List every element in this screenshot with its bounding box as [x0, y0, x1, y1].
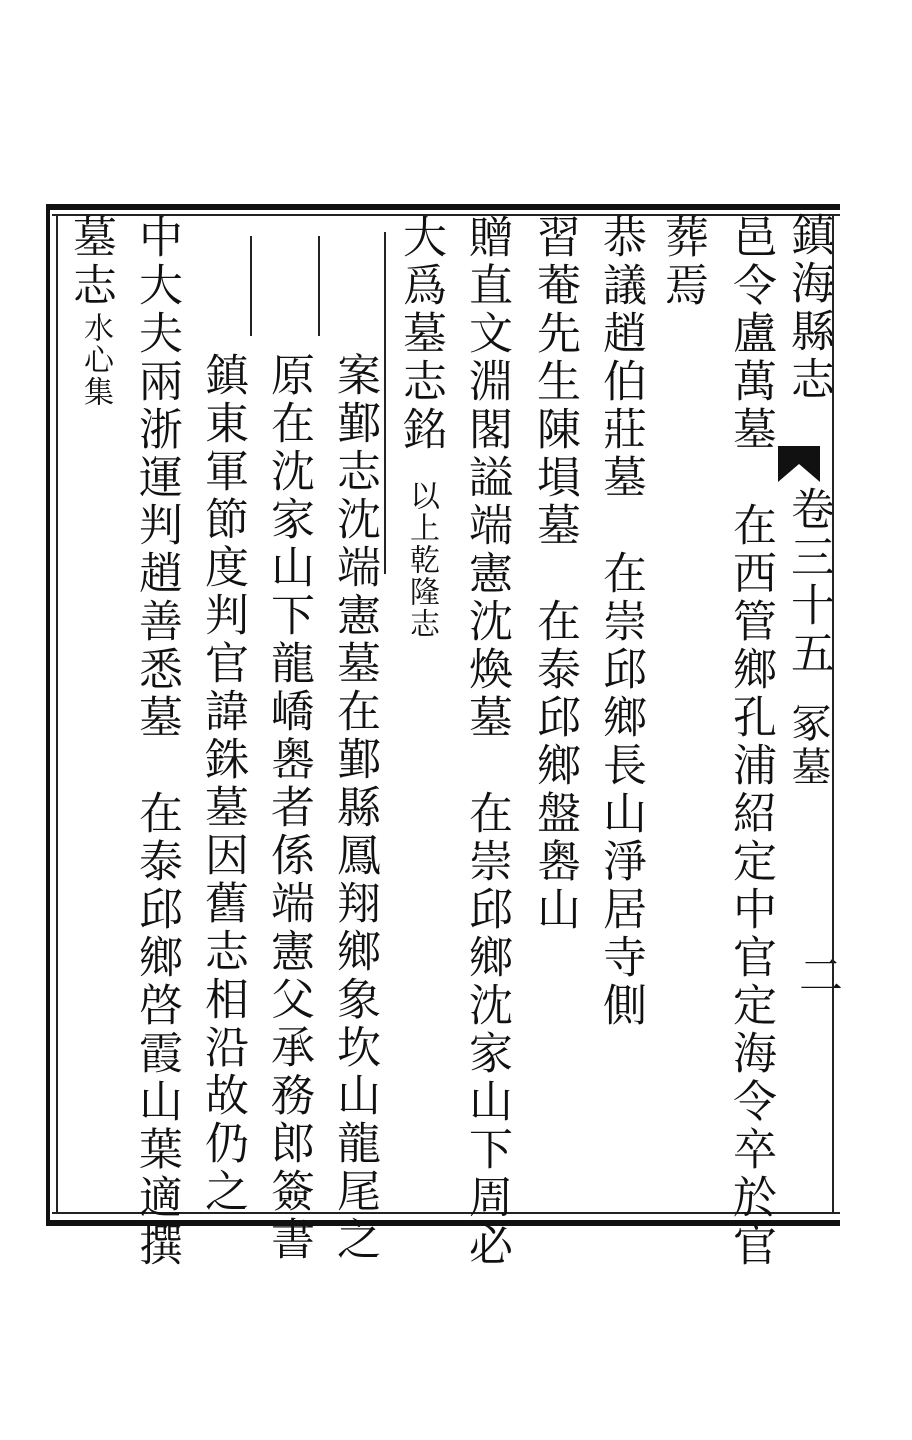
- column-rule-1: [384, 232, 386, 574]
- text-column-6: 大爲墓志銘: [395, 214, 446, 454]
- text-column-11-note: 水心集: [78, 312, 113, 408]
- text-column-6-note: 以上乾隆志: [404, 480, 439, 640]
- margin-volume: 卷三十五: [783, 486, 834, 678]
- text-column-9: 鎮東軍節度判官諱銖墓因舊志相沿故仍之: [197, 352, 248, 1216]
- text-column-8: 原在沈家山下龍嶠嶴者係端憲父承務郎簽書: [263, 352, 314, 1264]
- column-rule-2: [318, 236, 320, 336]
- text-column-5: 贈直文淵閣謚端憲沈煥墓 在崇邱鄉沈家山下周必: [461, 214, 512, 1270]
- text-column-11: 墓志: [65, 214, 116, 310]
- frame-inner-left-line: [56, 214, 58, 1212]
- text-column-1: 邑令盧萬墓 在西管鄉孔浦紹定中官定海令卒於官: [725, 214, 776, 1270]
- margin-section: 冢墓: [785, 702, 831, 790]
- text-column-10: 中大夫兩浙運判趙善悉墓 在泰邱鄉啓霞山葉適撰: [131, 214, 182, 1270]
- margin-title: 鎮海縣志: [783, 212, 834, 404]
- fish-tail-icon: [776, 444, 822, 484]
- column-rule-3: [250, 236, 252, 336]
- text-column-3: 恭議趙伯莊墓 在崇邱鄉長山淨居寺側: [595, 214, 646, 1030]
- text-column-4: 習菴先生陳塤墓 在泰邱鄉盤嶴山: [529, 214, 580, 934]
- text-column-7: 案鄞志沈端憲墓在鄞縣鳳翔鄉象坎山龍尾之: [329, 352, 380, 1264]
- text-column-2: 葬焉: [657, 214, 708, 310]
- margin-page: 二: [791, 952, 842, 1000]
- margin-right-rule: [832, 214, 834, 1212]
